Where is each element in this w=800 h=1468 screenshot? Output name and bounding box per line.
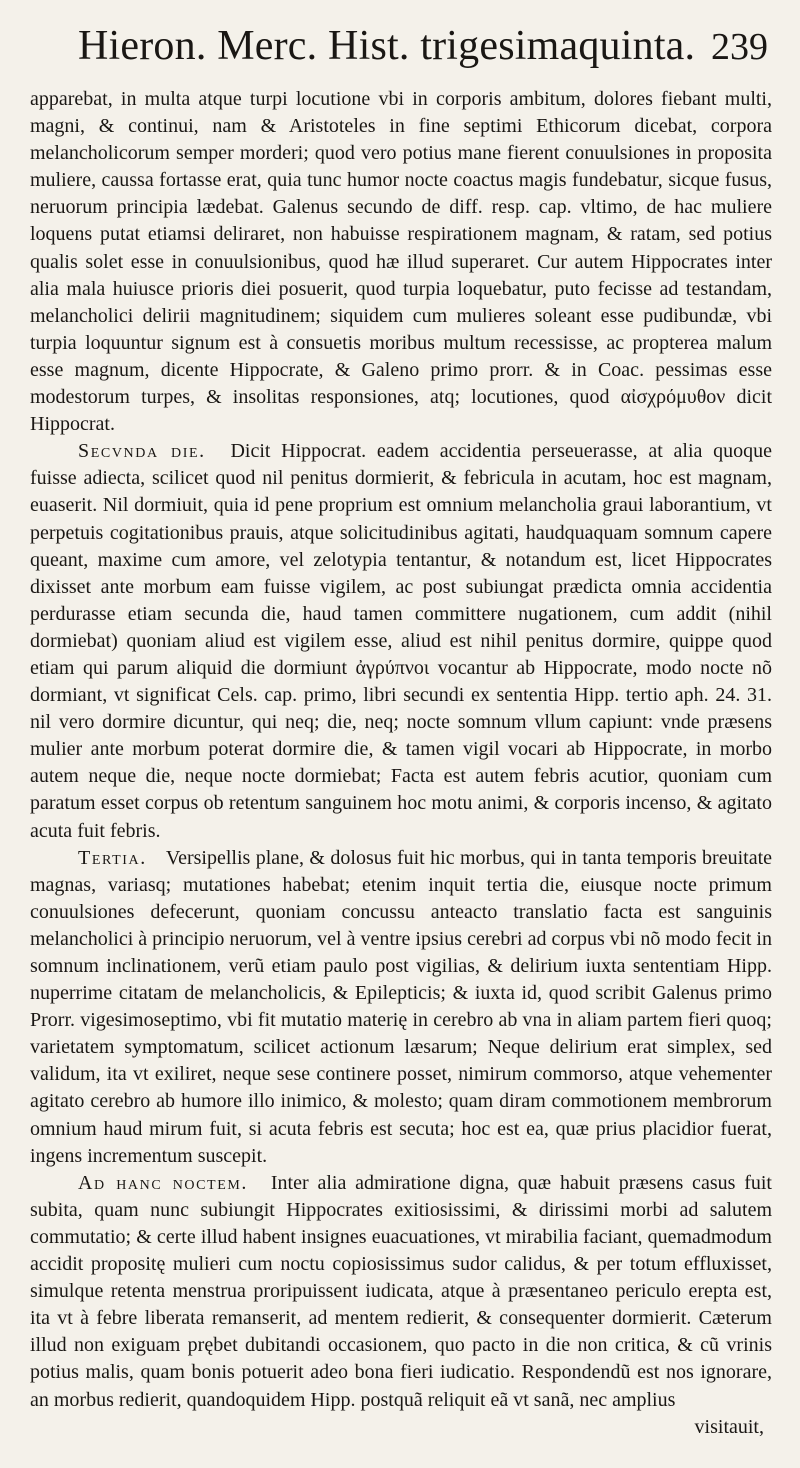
- section-label: Secvnda die.: [78, 440, 206, 463]
- paragraph-continuation: [30, 86, 772, 438]
- body-text: [30, 86, 772, 1441]
- running-title: Hieron. Merc. Hist. trigesimaquinta.: [78, 23, 696, 69]
- page-number: 239: [711, 26, 768, 68]
- catchword: visitauit,: [694, 1415, 764, 1438]
- section-label: Ad hanc noctem.: [78, 1171, 249, 1194]
- paragraph-text: apparebat, in multa atque turpi locutione vbi in corporis ambitum, dolores fiebant multi, magni, & continui, nam & Aristoteles in fine septimi Ethicorum dicebat, corpora melancholicorum semper morderi; quod vero potius mane fierent conuulsiones in proposita muliere, caussa fortasse erat, quia tunc humor nocte coactus magis fundebatur, sicque fusus, neruorum principia lædebat. Galenus secundo de diff. resp. cap. vltimo, de hac muliere loquens putat etiamsi deliraret, non habuisse respirationem magnam, & ratam, sed potius qualis solet esse in conuulsionibus, quod hæ illud superaret. Cur autem Hippocrates inter alia mala huiusce prioris diei posuerit, quod turpia loquebatur, puto fecisse ad testandam, melancholici delirii magnitudinem; siquidem cum mulieres soleant esse pudibundæ, vbi turpia loquuntur signum est à consuetis moribus multum recessisse, ac propterea malum esse magnum, dicente Hippocrate, & Galeno primo prorr. & in Coac. pessimas esse modestorum turpes, & insolitas responsiones, atq; locutiones, quod αἰσχρόμυθον dicit Hippocrat.: [30, 88, 772, 436]
- paragraph-secunda-die: [30, 438, 772, 844]
- paragraph-text: Inter alia admiratione digna, quæ habuit præsens casus fuit subita, quam nunc subiungit Hippocrates exitiosissimi, & dirissimi morbi ad salutem commutatio; & certe illud habent insignes euacuationes, vt mirabilia faciant, quemadmodum accidit propositę mulieri cum noctu copiosissimus sudor calidus, & per totum effluxisset, simulque retenta menstrua proripuissent iudicata, atque à præsentaneo periculo erepta est, ita vt à febre liberata remanserit, ad mentem redierit, & consequenter dormierit. Cæterum illud non exiguam prębet dubitandi occasionem, quo pacto in die non critica, & cũ vrinis potius malis, quam bonis potuerit adeo bona fieri iudicatio. Respondendũ est nos ignorare, an morbus redierit, quandoquidem Hipp. postquã reliquit eã vt sanã, nec amplius: [30, 1171, 772, 1411]
- running-head: [30, 22, 772, 86]
- paragraph-tertia: [30, 845, 772, 1170]
- paragraph-text: Dicit Hippocrat. eadem accidentia perseuerasse, at alia quoque fuisse adiecta, scilicet quod nil penitus dormierit, & febricula in acutam, hoc est magnam, euaserit. Nil dormiuit, quia id pene proprium est omnium melancholia graui laborantium, vt perpetuis cogitationibus prauis, atque solicitudinibus agitati, haudquaquam somnum capere queant, maxime cum amore, vel zelotypia tentantur, & notandum est, licet Hippocrates dixisset ante morbum eam fuisse vigilem, ac post subiungat prædicta omnia accidentia perdurasse etiam secunda die, haud tamen committere nugationem, cum addit (nihil dormiebat) quoniam aliud est vigilem esse, aliud est nihil penitus dormire, quippe quod etiam qui parum aliquid die dormiunt ἀγρύπνοι vocantur ab Hippocrate, modo nocte nõ dormiant, vt significat Cels. cap. primo, libri secundi ex sententia Hipp. tertio aph. 24. 31. nil vero dormire dicuntur, qui neq; die, neq; nocte somnum vllum capiunt: vnde præsens mulier ante morbum poterat dormire die, & tamen vigil vocari ab Hippocrate, in morbo autem neque die, neque nocte dormiebat; Facta est autem febris acutior, quoniam cum paratum esset corpus ob retentum sanguinem hoc motu animi, & corporis incenso, & agitato acuta fuit febris.: [30, 440, 773, 842]
- paragraph-ad-hanc-noctem: [30, 1170, 772, 1414]
- section-label: Tertia.: [78, 846, 147, 869]
- paragraph-text: Versipellis plane, & dolosus fuit hic morbus, qui in tanta temporis breuitate magnas, variasq; mutationes habebat; etenim inquit tertia die, eiusque nocte primum conuulsiones defecerunt, quoniam concussu anteacto translatio facta est sanguinis melancholici à principio neruorum, vel à ventre ipsius cerebri ad corpus vbi nõ modo fecit in somnum inclinationem, verũ etiam paulo post vigilias, & delirium iuxta sententiam Hipp. nuperrime citatam de melancholicis, & Epilepticis; & iuxta id, quod scribit Galenus primo Prorr. vigesimoseptimo, vbi fit mutatio materię in cerebro ab vna in aliam partem fieri quoq; varietatem symptomatum, scilicet actionum læsarum; Neque delirium erat simplex, sed validum, ita vt exiliret, neque sese continere posset, nimirum commorso, atque vehementer agitato cerebro ab humore illo inimico, & molesto; quam diram commotionem membrorum omnium haud mirum fuit, si acuta febris est secuta; hoc est ea, quæ prius placidior fuerat, ingens incrementum suscepit.: [30, 846, 773, 1167]
